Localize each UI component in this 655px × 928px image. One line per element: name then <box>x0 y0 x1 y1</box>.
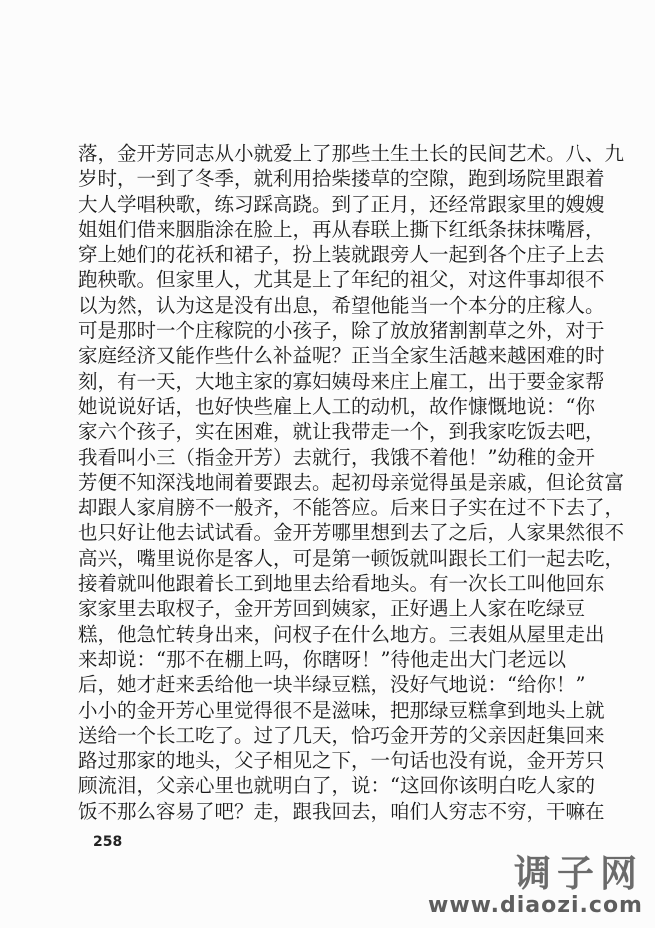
body-text <box>78 141 625 824</box>
site-watermark <box>430 838 655 928</box>
text-line-3: 大人学唱秧歌，练习踩高跷。到了正月，还经常跟家里的嫂嫂 <box>78 192 605 216</box>
text-line-23: 小小的金开芳心里觉得很不是滋味，把那绿豆糕拿到地头上就 <box>78 698 605 722</box>
text-line-9: 家庭经济又能作些什么补益呢？正当全家生活越来越困难的时 <box>78 344 605 368</box>
text-line-25: 路过那家的地头，父子相见之下，一句话也没有说，金开芳只 <box>78 749 605 773</box>
text-line-19: 家家里去取杈子，金开芳回到姨家，正好遇上人家在吃绿豆 <box>78 597 586 621</box>
text-line-22: 后，她才赶来丢给他一块半绿豆糕，没好气地说：“给你！” <box>78 673 586 697</box>
text-line-14: 芳便不知深浅地闹着要跟去。起初母亲觉得虽是亲戚，但论贫富 <box>78 470 625 494</box>
text-line-17: 高兴，嘴里说你是客人，可是第一顿饭就叫跟长工们一起去吃， <box>78 546 625 570</box>
text-line-26: 顾流泪，父亲心里也就明白了，说：“这回你该明白吃人家的 <box>78 774 595 798</box>
text-line-4: 姐姐们借来胭脂涂在脸上，再从春联上撕下红纸条抹抹嘴唇， <box>78 217 605 241</box>
watermark-title: 调子网 <box>514 852 643 895</box>
text-line-10: 刻，有一天，大地主家的寡妇姨母来庄上雇工，出于要金家帮 <box>78 369 605 393</box>
text-line-2: 岁时，一到了冬季，就利用拾柴搂草的空隙，跑到场院里跟着 <box>78 167 605 191</box>
text-line-13: 我看叫小三（指金开芳）去就行，我饿不着他！”幼稚的金开 <box>78 445 595 469</box>
text-line-15: 却跟人家肩膀不一般齐，不能答应。后来日子实在过不下去了， <box>78 496 625 520</box>
text-line-16: 也只好让他去试试看。金开芳哪里想到去了之后，人家果然很不 <box>78 521 625 545</box>
text-line-20: 糕，他急忙转身出来，问杈子在什么地方。三表姐从屋里走出 <box>78 622 605 646</box>
text-line-12: 家六个孩子，实在困难，就让我带走一个，到我家吃饭去吧， <box>78 420 605 444</box>
text-line-21: 来却说：“那不在棚上吗，你瞎呀！”待他走出大门老远以 <box>78 647 566 671</box>
text-line-27: 饭不那么容易了吧？走，跟我回去，咱们人穷志不穷，干嘛在 <box>78 799 605 823</box>
text-line-11: 她说说好话，也好快些雇上人工的动机，故作慷慨地说：“你 <box>78 394 595 418</box>
text-line-24: 送给一个长工吃了。过了几天，恰巧金开芳的父亲因赶集回来 <box>78 723 605 747</box>
text-line-5: 穿上她们的花袄和裙子，扮上装就跟旁人一起到各个庄子上去 <box>78 243 605 267</box>
watermark-url: www.diaozi.com <box>428 893 643 918</box>
text-line-6: 跑秧歌。但家里人，尤其是上了年纪的祖父，对这件事却很不 <box>78 268 605 292</box>
text-line-1: 落，金开芳同志从小就爱上了那些土生土长的民间艺术。八、九 <box>78 142 625 165</box>
text-line-8: 可是那时一个庄稼院的小孩子，除了放放猪割割草之外，对于 <box>78 319 605 343</box>
page-number: 258 <box>93 834 123 850</box>
text-line-18: 接着就叫他跟着长工到地里去给看地头。有一次长工叫他回东 <box>78 572 605 596</box>
text-line-7: 以为然，认为这是没有出息，希望他能当一个本分的庄稼人。 <box>78 293 605 317</box>
